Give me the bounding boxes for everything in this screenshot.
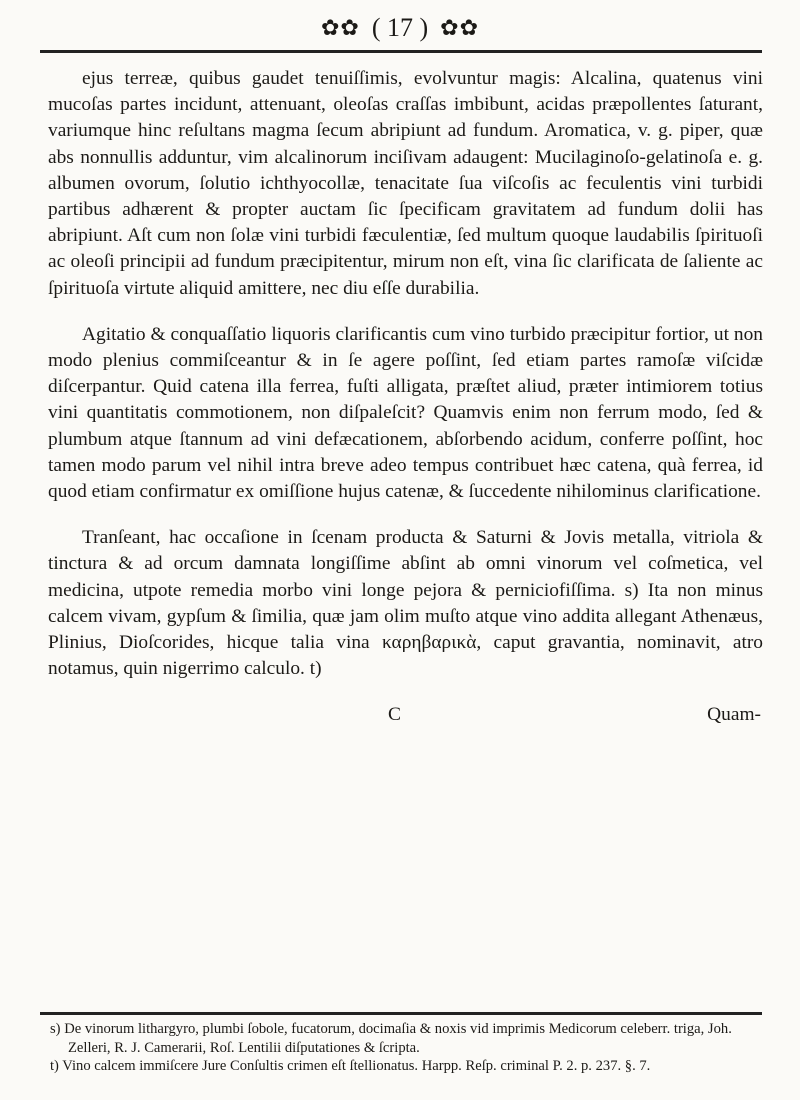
signature-mark: C	[388, 704, 401, 726]
page-header	[0, 10, 800, 46]
footnotes	[50, 1020, 762, 1076]
paragraph-1: ejus terreæ, quibus gaudet tenuiſſimis, evolvuntur magis: Alcalina, quatenus vini mucoſas partes incidunt, attenuant, oleoſas craſſas imbibunt, acidas præpollentes ſaturant, variumque hinc reſultans magma ſecum abripiunt ad fundum. Aromatica, v. g. piper, quæ abs nonnullis adduntur, vim alcalinorum inciſivam adaugent: Mucilaginoſo-gelatinoſa e. g. albumen ovorum, ſolutio ichthyocollæ, tenacitate ſua viſcoſis ac feculentis vini turbidi partibus adhærent & propter auctam ſic ſpecificam gravitatem ad fundum dolii has abripiunt. Aſt cum non ſolæ vini turbidi fæculentiæ, ſed multum quoque laudabilis ſpirituoſi ac oleoſi principii ad fundum præcipitentur, mirum non eſt, vina ſic clarificata de ſaliente ac ſpirituoſa virtute aliquid amittere, nec diu eſſe durabilia.	[48, 68, 763, 299]
main-text	[48, 66, 763, 729]
paragraph-2: Agitatio & conquaſſatio liquoris clarificantis cum vino turbido præcipitur fortior, ut non modo plenius commiſceantur & in ſe agere poſſint, ſed etiam partes ramoſæ viſcidæ diſcerpantur. Quid catena illa ferrea, fuſti alligata, præſtet aliud, præter intimiorem totius vini quantitatis commotionem, non diſpaleſcit? Quamvis enim non ferrum modo, ſed & plumbum atque ſtannum ad vini defæcationem, abſorbendo acidum, conferre poſſint, hoc tamen modo parum vel nihil intra breve adeo tempus contribuet hæc catena, quà ferrea, id quod etiam confirmatur ex omiſſione hujus catenæ, & ſuccedente nihilominus clarificatione.	[48, 323, 763, 503]
ornament-left: ✿✿	[320, 15, 360, 40]
signature-line	[48, 702, 763, 728]
page-number: ( 17 )	[371, 13, 429, 42]
catchword: Quam-	[707, 704, 761, 726]
footnote-t: t) Vino calcem immiſcere Jure Conſultis crimen eſt ſtellionatus. Harpp. Reſp. criminal P. 2. p. 237. §. 7.	[50, 1058, 651, 1074]
ornament-right: ✿✿	[440, 15, 480, 40]
header-rule	[40, 50, 762, 53]
footnote-rule	[40, 1012, 762, 1015]
paragraph-3: Tranſeant, hac occaſione in ſcenam producta & Saturni & Jovis metalla, vitriola & tinctura & ad orcum damnata longiſſime abſint ab omni vinorum vel coſmetica, vel medicina, utpote remedia morbo vini longe pejora & perniciofiſſima. s) Ita non minus calcem vivam, gypſum & ſimilia, quæ jam olim muſto atque vino addita allegant Athenæus, Plinius, Dioſcorides, hicque talia vina καρηβαρικὰ, caput gravantia, nominavit, atro notamus, quin nigerrimo calculo. t)	[48, 527, 763, 680]
footnote-s: s) De vinorum lithargyro, plumbi ſobole, fucatorum, docimaſia & noxis vid imprimis Medicorum celeberr. triga, Joh. Zelleri, R. J. Camerarii, Roſ. Lentilii diſputationes & ſcripta.	[50, 1021, 732, 1056]
